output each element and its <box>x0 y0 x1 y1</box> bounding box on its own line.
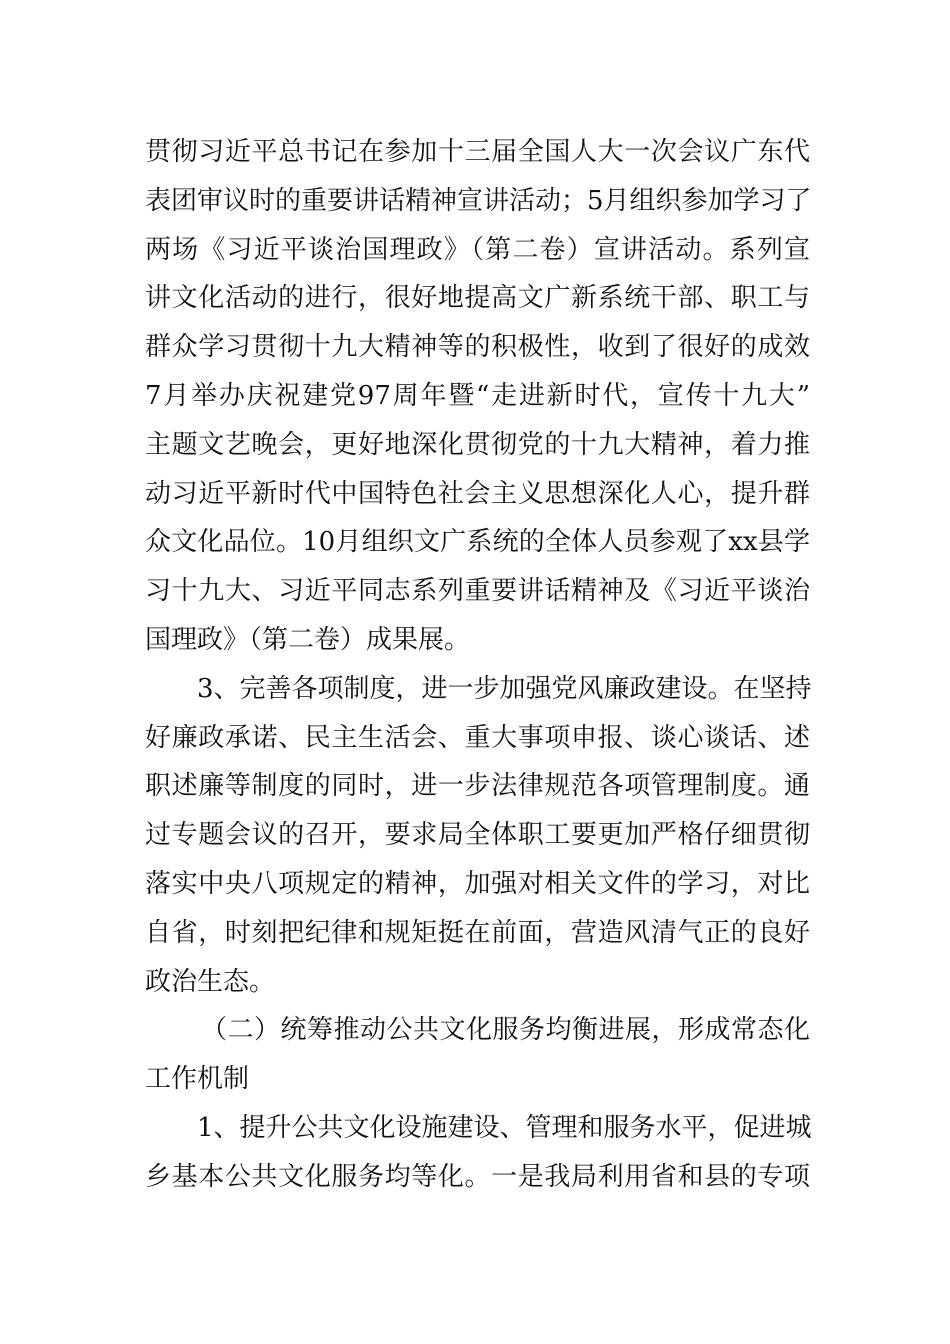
text-line: 乡基本公共文化服务均等化。一是我局利用省和县的专项 <box>145 1161 810 1192</box>
section-heading-end-line: 工作机制 <box>145 1064 250 1095</box>
text-line: 表团审议时的重要讲话精神宣讲活动；5月组织参加学习了 <box>145 185 812 216</box>
text-line: 讲文化活动的进行，很好地提高文广新系统干部、职工与 <box>145 283 810 314</box>
text-line: 好廉政承诺、民主生活会、重大事项申报、谈心谈话、述 <box>145 722 810 753</box>
text-line: 职述廉等制度的同时，进一步法律规范各项管理制度。通 <box>145 771 810 802</box>
text-line: 众文化品位。10月组织文广系统的全体人员参观了xx县学 <box>145 527 810 558</box>
text-line: 两场《习近平谈治国理政》（第二卷）宣讲活动。系列宣 <box>145 234 810 265</box>
section-3-heading-line: 3、完善各项制度，进一步加强党风廉政建设。在坚持 <box>197 673 812 704</box>
text-line: 群众学习贯彻十九大精神等的积极性，收到了很好的成效 <box>145 332 810 363</box>
section-heading-line: （二）统筹推动公共文化服务均衡进展，形成常态化 <box>201 1015 810 1046</box>
paragraph-end-line: 政治生态。 <box>145 966 276 997</box>
text-line: 贯彻习近平总书记在参加十三届全国人大一次会议广东代 <box>145 137 810 167</box>
text-line: 习十九大、习近平同志系列重要讲话精神及《习近平谈治 <box>145 576 810 607</box>
paragraph-end-line: 国理政》（第二卷）成果展。 <box>145 624 471 655</box>
subsection-1-line: 1、提升公共文化设施建设、管理和服务水平，促进城 <box>197 1112 812 1143</box>
text-line: 过专题会议的召开，要求局全体职工要更加严格仔细贯彻 <box>145 820 810 851</box>
text-line: 7月举办庆祝建党97周年暨“走进新时代，宣传十九大” <box>145 380 810 411</box>
document-body <box>145 128 810 1202</box>
text-line: 主题文艺晚会，更好地深化贯彻党的十九大精神，着力推 <box>145 429 810 460</box>
text-line: 动习近平新时代中国特色社会主义思想深化人心，提升群 <box>145 478 810 509</box>
text-line: 自省，时刻把纪律和规矩挺在前面，营造风清气正的良好 <box>145 917 810 948</box>
text-line: 落实中央八项规定的精神，加强对相关文件的学习，对比 <box>145 868 810 899</box>
